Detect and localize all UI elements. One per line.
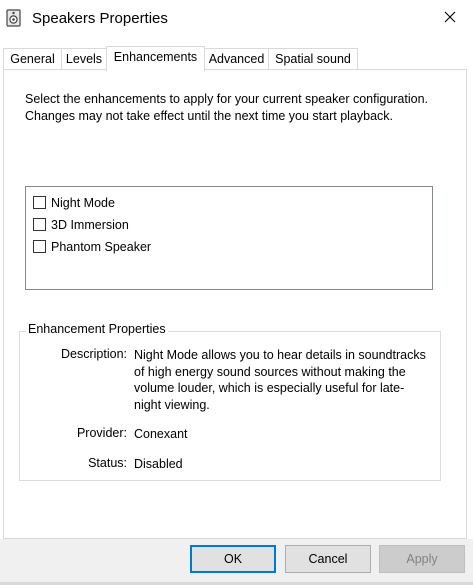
- enhancements-intro-text: Select the enhancements to apply for your current speaker configuration. Changes may not take effect until the next time you start playback.: [25, 92, 429, 123]
- speaker-icon: [6, 9, 22, 27]
- checkbox[interactable]: [33, 218, 46, 231]
- status-label: Status:: [88, 456, 127, 470]
- tab-enhancements[interactable]: Enhancements: [106, 46, 205, 71]
- tab-strip: [0, 46, 473, 70]
- checkbox[interactable]: [33, 240, 46, 253]
- group-title: Enhancement Properties: [28, 322, 166, 336]
- checkbox[interactable]: [33, 196, 46, 209]
- tab-advanced[interactable]: Advanced: [204, 48, 269, 69]
- close-button[interactable]: [427, 0, 473, 36]
- enhancement-3d-immersion[interactable]: [33, 216, 129, 233]
- status-value: Disabled: [134, 457, 183, 471]
- enhancements-list[interactable]: [25, 186, 433, 290]
- tab-levels[interactable]: Levels: [61, 48, 107, 69]
- provider-value: Conexant: [134, 427, 188, 441]
- enhancement-night-mode[interactable]: [33, 194, 115, 211]
- provider-label: Provider:: [76, 426, 127, 440]
- enhancement-phantom-speaker[interactable]: [33, 238, 151, 255]
- close-icon: [444, 11, 456, 26]
- description-label: Description:: [61, 347, 127, 361]
- enhancement-label: Night Mode: [51, 195, 115, 210]
- ok-button[interactable]: OK: [190, 545, 276, 573]
- apply-button[interactable]: Apply: [379, 545, 465, 573]
- enhancement-label: 3D Immersion: [51, 217, 129, 232]
- description-value: Night Mode allows you to hear details in soundtracks of high energy sound sources without making the volume louder, which is especially useful for late-night viewing.: [134, 348, 426, 412]
- enhancement-label: Phantom Speaker: [51, 239, 152, 254]
- cancel-button[interactable]: Cancel: [285, 545, 371, 573]
- title-bar: [0, 0, 473, 38]
- tab-general[interactable]: General: [3, 48, 62, 69]
- tab-spatial-sound[interactable]: Spatial sound: [268, 48, 358, 69]
- window-title: Speakers Properties: [32, 10, 168, 27]
